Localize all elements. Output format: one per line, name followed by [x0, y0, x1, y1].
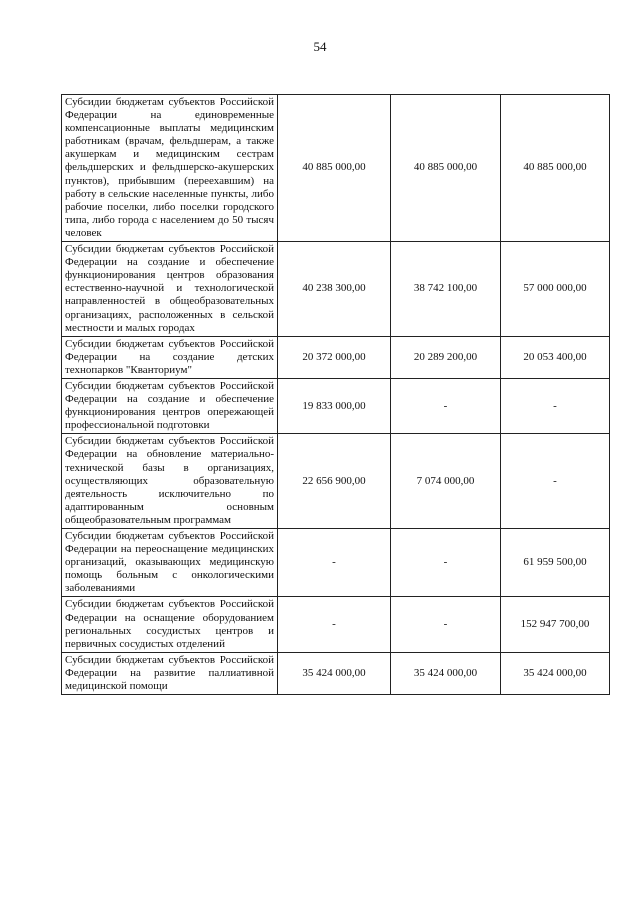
table-row [62, 529, 610, 597]
row-value-year-3: 61 959 500,00 [501, 529, 610, 597]
row-description: Субсидии бюджетам субъектов Российской Федерации на развитие паллиативной медицинской помощи [62, 652, 278, 694]
row-value-year-2: - [391, 529, 501, 597]
row-description: Субсидии бюджетам субъектов Российской Федерации на создание детских технопарков "Кванториум" [62, 336, 278, 378]
row-value-year-1: 40 238 300,00 [278, 242, 391, 337]
row-value-year-1: - [278, 529, 391, 597]
row-value-year-1: - [278, 597, 391, 652]
row-value-year-1: 19 833 000,00 [278, 378, 391, 433]
row-value-year-2: 40 885 000,00 [391, 95, 501, 242]
table-row [62, 95, 610, 242]
table-row [62, 242, 610, 337]
page-number: 54 [313, 39, 327, 54]
row-value-year-3: 152 947 700,00 [501, 597, 610, 652]
row-value-year-3: 35 424 000,00 [501, 652, 610, 694]
row-description: Субсидии бюджетам субъектов Российской Федерации на обновление материально-технической базы в организациях, осуществляющих образовательную деятельность исключительно по адаптированным основным общеобразовательным программам [62, 434, 278, 529]
row-value-year-2: - [391, 378, 501, 433]
row-value-year-2: 20 289 200,00 [391, 336, 501, 378]
row-value-year-1: 20 372 000,00 [278, 336, 391, 378]
budget-table [61, 94, 610, 695]
row-value-year-2: - [391, 597, 501, 652]
table-row [62, 652, 610, 694]
row-description: Субсидии бюджетам субъектов Российской Федерации на создание и обеспечение функционирования центров опережающей профессиональной подготовки [62, 378, 278, 433]
row-description: Субсидии бюджетам субъектов Российской Федерации на переоснащение медицинских организаций, оказывающих медицинскую помощь больным с онкологическими заболеваниями [62, 529, 278, 597]
row-value-year-3: 20 053 400,00 [501, 336, 610, 378]
row-value-year-3: 40 885 000,00 [501, 95, 610, 242]
row-value-year-1: 22 656 900,00 [278, 434, 391, 529]
row-description: Субсидии бюджетам субъектов Российской Федерации на создание и обеспечение функционирования центров образования естественно-научной и технологической направленностей в общеобразовательных организациях, расположенных в сельской местности и малых городах [62, 242, 278, 337]
row-value-year-3: - [501, 434, 610, 529]
row-description: Субсидии бюджетам субъектов Российской Федерации на единовременные компенсационные выплаты медицинским работникам (врачам, фельдшерам, а также акушеркам и медицинским сестрам фельдшерских и фельдшерско-акушерских пунктов), прибывшим (переехавшим) на работу в сельские населенные пункты, либо рабочие поселки, либо поселки городского типа, либо города с населением до 50 тысяч человек [62, 95, 278, 242]
row-value-year-1: 40 885 000,00 [278, 95, 391, 242]
table-row [62, 597, 610, 652]
table-row [62, 336, 610, 378]
table-row [62, 378, 610, 433]
row-value-year-1: 35 424 000,00 [278, 652, 391, 694]
row-value-year-3: - [501, 378, 610, 433]
row-value-year-2: 35 424 000,00 [391, 652, 501, 694]
row-value-year-2: 38 742 100,00 [391, 242, 501, 337]
row-value-year-3: 57 000 000,00 [501, 242, 610, 337]
table-row [62, 434, 610, 529]
row-description: Субсидии бюджетам субъектов Российской Федерации на оснащение оборудованием региональных сосудистых центров и первичных сосудистых отделений [62, 597, 278, 652]
row-value-year-2: 7 074 000,00 [391, 434, 501, 529]
